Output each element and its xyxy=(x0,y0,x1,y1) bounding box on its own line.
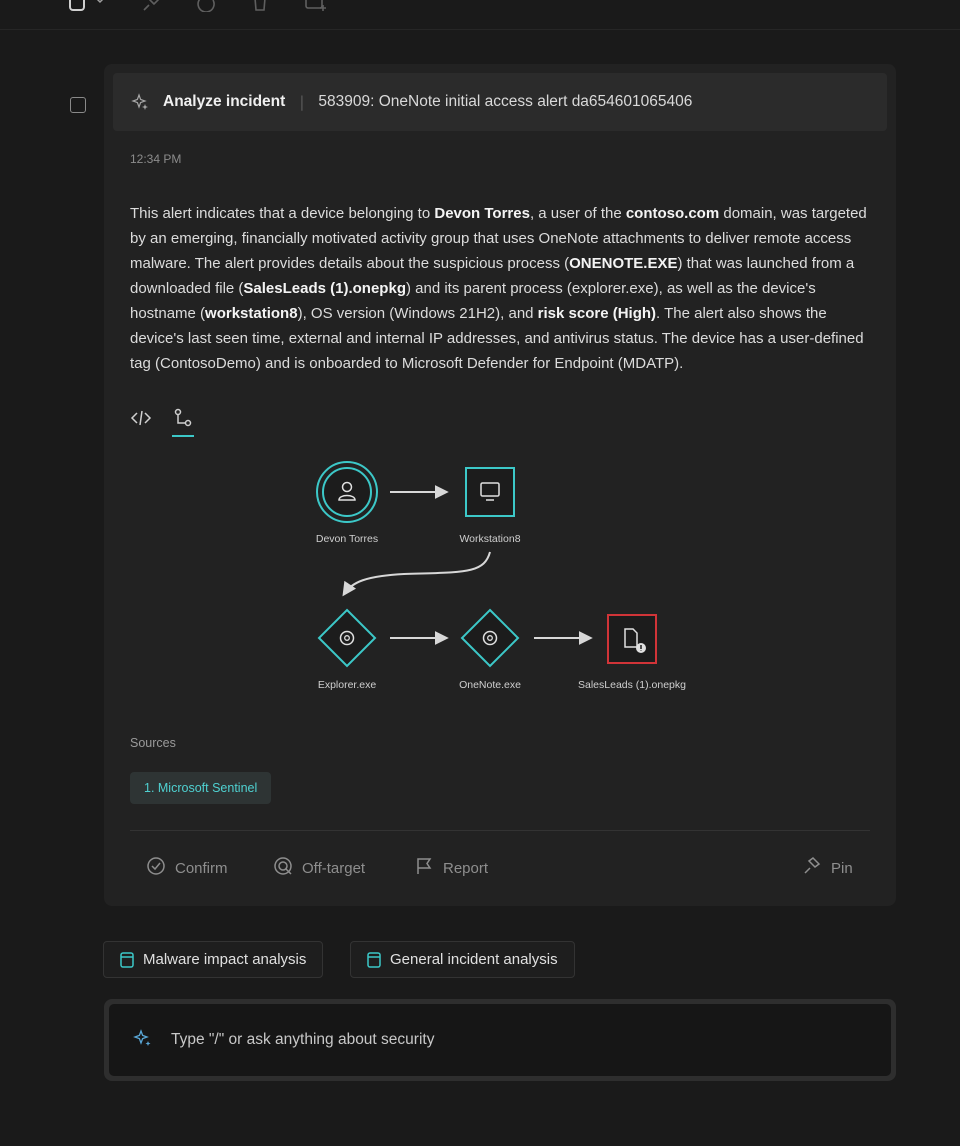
node-label-onenote: OneNote.exe xyxy=(459,679,521,691)
source-chip[interactable]: 1. Microsoft Sentinel xyxy=(130,772,271,804)
node-label-user: Devon Torres xyxy=(315,533,379,545)
checkbox-icon[interactable] xyxy=(68,0,86,12)
user-node[interactable] xyxy=(317,462,377,522)
risk-score: risk score (High) xyxy=(537,305,657,322)
process-name: ONENOTE.EXE xyxy=(569,255,678,272)
confirm-button[interactable] xyxy=(146,856,228,880)
sparkle-icon xyxy=(133,1028,153,1052)
prompt-input-box xyxy=(104,999,896,1081)
hostname: workstation8 xyxy=(205,305,298,322)
incident-title[interactable]: 583909: OneNote initial access alert da654601065406 xyxy=(318,93,693,110)
prompt-malware-label: Malware impact analysis xyxy=(143,951,307,968)
pin-label: Pin xyxy=(831,859,853,877)
header-divider: | xyxy=(299,93,305,111)
summary-text: This alert indicates that a device belonging to Devon Torres, a user of the contoso.com domain, was targeted by an emerging, financially motivated activity group that uses OneNote attachments to deliver remote access malware. The alert provides details about the suspicious process (ONENOTE.EXE) that was launched from a downloaded file (SalesLeads (1).onepkg) and its parent process (explorer.exe), as well as the device's hostname (workstation8), OS version (Windows 21H2), and risk score (High). The alert also shows the device's last seen time, external and internal IP addresses, and antivirus status. The device has a user-defined tag (ContosoDemo) and is onboarded to Microsoft Defender for Endpoint (MDATP). xyxy=(130,205,867,372)
gear-icon xyxy=(341,632,354,645)
check-circle-icon xyxy=(146,856,166,880)
target-icon xyxy=(273,856,293,880)
prompt-malware-impact[interactable] xyxy=(103,941,323,978)
off-target-button[interactable] xyxy=(273,856,365,880)
prompt-general-incident[interactable] xyxy=(350,941,575,978)
domain-name: contoso.com xyxy=(625,205,720,222)
top-toolbar xyxy=(0,0,960,30)
gear-icon xyxy=(484,632,497,645)
chevron-down-icon[interactable] xyxy=(94,0,106,6)
confirm-label: Confirm xyxy=(175,859,228,877)
select-response-checkbox[interactable] xyxy=(70,97,86,113)
response-card xyxy=(104,64,896,906)
explorer-node[interactable] xyxy=(319,610,375,666)
report-label: Report xyxy=(443,859,489,877)
code-view-icon[interactable] xyxy=(130,407,152,433)
view-toggle xyxy=(130,407,194,433)
file-name: SalesLeads (1).onepkg xyxy=(243,280,406,297)
report-button[interactable] xyxy=(414,856,488,880)
user-name: Devon Torres xyxy=(434,205,530,222)
edge-device-explorer xyxy=(344,552,490,594)
file-node[interactable] xyxy=(608,615,656,663)
card-header xyxy=(113,73,887,131)
node-label-device: Workstation8 xyxy=(459,533,521,545)
graph-view-icon[interactable] xyxy=(172,407,194,433)
prompt-general-label: General incident analysis xyxy=(390,951,558,968)
database-icon xyxy=(367,952,381,968)
flag-icon xyxy=(414,856,434,880)
action-label: Analyze incident xyxy=(163,93,286,110)
user-icon xyxy=(339,483,355,501)
device-node[interactable] xyxy=(466,468,514,516)
node-label-file: SalesLeads (1).onepkg xyxy=(578,679,686,691)
monitor-icon xyxy=(481,483,499,500)
sources-label: Sources xyxy=(130,736,176,750)
node-label-explorer: Explorer.exe xyxy=(317,679,377,691)
off-target-label: Off-target xyxy=(302,859,366,877)
sparkle-icon xyxy=(131,93,149,111)
refresh-icon[interactable] xyxy=(195,0,217,12)
pin-button[interactable] xyxy=(802,856,853,880)
pin-icon[interactable] xyxy=(140,0,162,12)
delete-icon[interactable] xyxy=(250,0,270,12)
card-divider xyxy=(130,830,870,831)
pin-icon xyxy=(802,856,822,880)
database-icon xyxy=(120,952,134,968)
timestamp: 12:34 PM xyxy=(130,152,182,166)
add-icon[interactable] xyxy=(304,0,328,14)
prompt-input[interactable] xyxy=(171,1031,811,1049)
onenote-node[interactable] xyxy=(462,610,518,666)
file-alert-icon xyxy=(625,629,646,653)
prompt-input-inner xyxy=(109,1004,891,1076)
